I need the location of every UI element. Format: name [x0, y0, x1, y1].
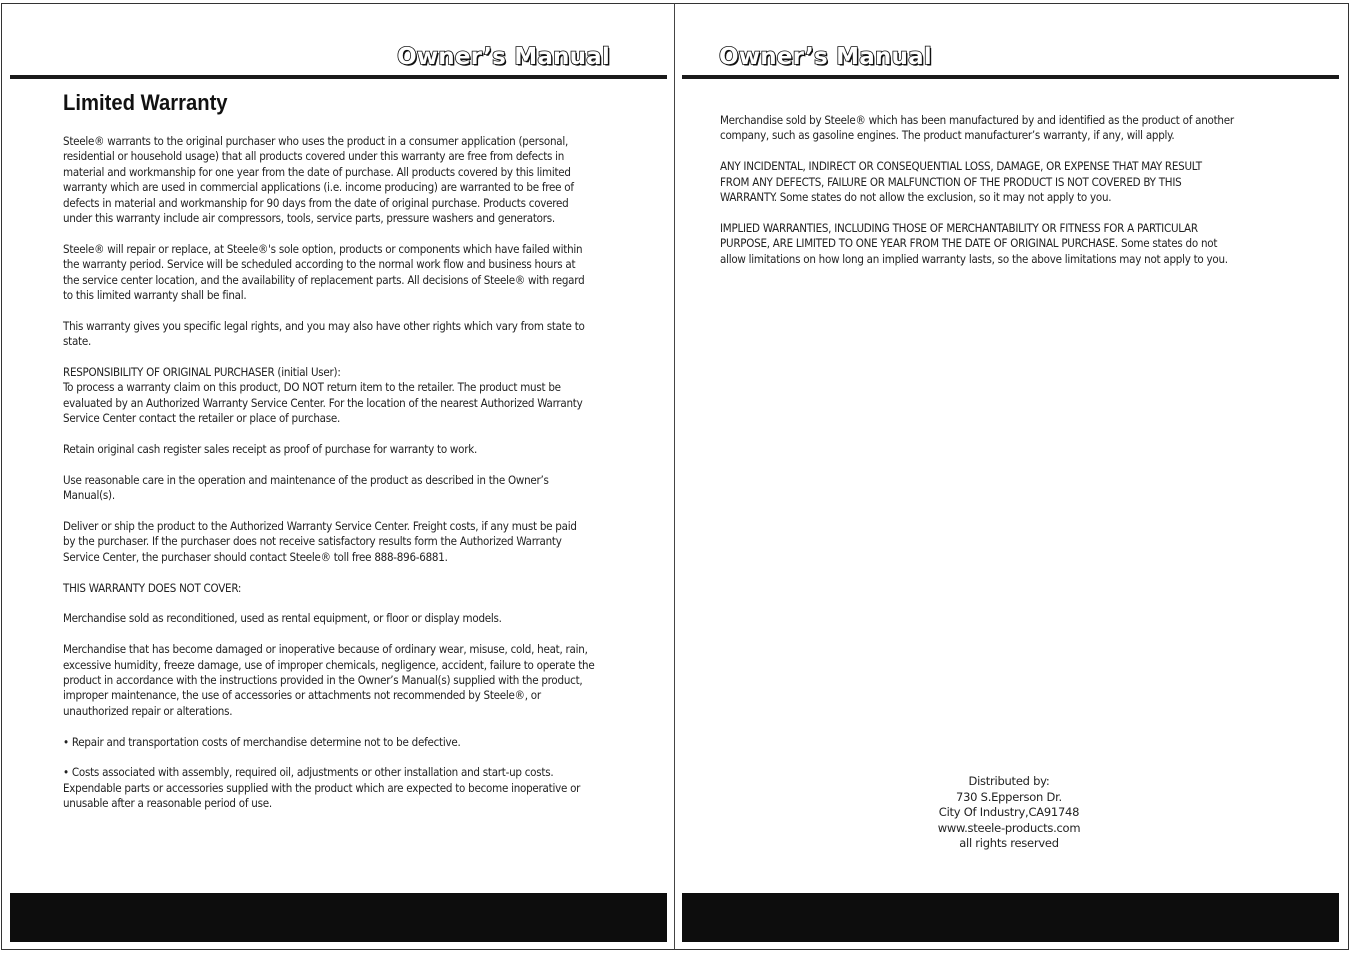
warranty-body — [63, 134, 633, 827]
paragraph: Merchandise sold as reconditioned, used as rental equipment, or floor or display models. — [63, 611, 502, 626]
paragraph: Deliver or ship the product to the Authorized Warranty Service Center. Freight costs, if any must be paid by the purchaser. If the purchaser does not receive satisfactory results form the Authorized Warranty Service Center, the purchaser should contact Steele® toll free 888-896-6881. — [63, 519, 577, 564]
header-divider — [682, 75, 1339, 79]
distributor-info — [859, 774, 1159, 852]
distributor-rights: all rights reserved — [959, 836, 1059, 850]
paragraph: IMPLIED WARRANTIES, INCLUDING THOSE OF MERCHANTABILITY OR FITNESS FOR A PARTICULAR PURPOSE, ARE LIMITED TO ONE YEAR FROM THE DATE OF ORIGINAL PURCHASE. Some states do not allow limitations on how long an implied warranty lasts, so the above limitations may not apply to you. — [720, 220, 1228, 266]
paragraph: Merchandise sold by Steele® which has been manufactured by and identified as the product of another company, such as gasoline engines. The product manufacturer’s warranty, if any, will apply. — [720, 113, 1234, 143]
paragraph: RESPONSIBILITY OF ORIGINAL PURCHASER (initial User): To process a warranty claim on this product, DO NOT return item to the retailer. The product must be evaluated by an Authorized Warranty Service Center. For the location of the nearest Authorized Warranty Service Center contact the retailer or place of purchase. — [63, 365, 583, 426]
distributor-label: Distributed by: — [968, 774, 1050, 788]
distributor-address: 730 S.Epperson Dr. — [956, 789, 1062, 804]
paragraph: This warranty gives you specific legal rights, and you may also have other rights which vary from state to state. — [63, 318, 585, 349]
bullet-item: • Costs associated with assembly, required oil, adjustments or other installation and start-up costs. Expendable parts or accessories supplied with the product which are expected to become inoperative or unusable after a reasonable period of use. — [63, 765, 581, 811]
paragraph: Merchandise that has become damaged or inoperative because of ordinary wear, misuse, cold, heat, rain, excessive humidity, freeze damage, use of improper chemicals, negligence, accident, failure to operate the product in accordance with the instructions provided in the Owner’s Manual(s) supplied with the product, improper maintenance, the use of accessories or attachments not recommended by Steele®, or unauthorized repair or alterations. — [63, 642, 595, 718]
bullet-item: • Repair and transportation costs of merchandise determine not to be defective. — [63, 734, 461, 749]
header-divider — [10, 75, 667, 79]
section-title: Limited Warranty — [63, 90, 228, 115]
header-title: Owner’s Manual — [719, 44, 932, 70]
footer-bar — [10, 893, 667, 942]
paragraph: Retain original cash register sales receipt as proof of purchase for warranty to work. — [63, 442, 478, 457]
paragraph: ANY INCIDENTAL, INDIRECT OR CONSEQUENTIAL LOSS, DAMAGE, OR EXPENSE THAT MAY RESULT FROM ANY DEFECTS, FAILURE OR MALFUNCTION OF THE PRODUCT IS NOT COVERED BY THIS WARRANTY. Some states do not allow the exclusion, so it may not apply to you. — [720, 159, 1202, 205]
right-page — [675, 3, 1349, 950]
header-title: Owner’s Manual — [397, 44, 610, 70]
paragraph: Use reasonable care in the operation and maintenance of the product as described in the Owner’s Manual(s). — [63, 472, 549, 503]
distributor-website: www.steele-products.com — [937, 820, 1081, 835]
paragraph: Steele® warrants to the original purchaser who uses the product in a consumer application (personal, residential or household usage) that all products covered under this warranty are free from defects in material and workmanship for one year from the date of purchase. All products covered by this limited warranty which are used in commercial applications (i.e. income producing) are warranted to be free of defects in material and workmanship for 90 days from the date of original purchase. Products covered under this warranty include air compressors, tools, service parts, pressure washers and generators. — [63, 134, 574, 226]
paragraph: THIS WARRANTY DOES NOT COVER: — [63, 580, 242, 595]
footer-bar — [682, 893, 1339, 942]
distributor-city: City Of Industry,CA91748 — [938, 805, 1080, 819]
warranty-body-continued — [720, 113, 1280, 282]
paragraph: Steele® will repair or replace, at Steele®'s sole option, products or components which have failed within the warranty period. Service will be scheduled according to the normal work flow and business hours at the service center location, and the availability of replacement parts. All decisions of Steele® with regard to this limited warranty shall be final. — [63, 241, 585, 303]
left-page — [1, 3, 675, 950]
